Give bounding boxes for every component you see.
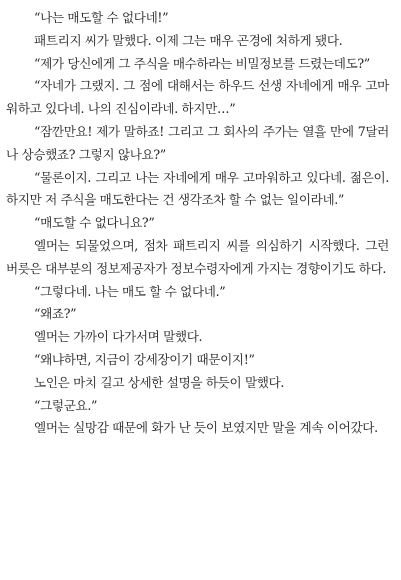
paragraph-10: “왜죠?” [34, 306, 77, 322]
paragraph-14: “그렇군요.” [34, 397, 98, 413]
paragraph-1: “나는 매도할 수 없다네!” [34, 10, 169, 25]
paragraph-9: “그렇다네. 나는 매도 할 수 없다네.” [34, 283, 226, 299]
paragraph-7: “매도할 수 없다니요?” [34, 215, 155, 231]
paragraph-4: “자네가 그랬지. 그 점에 대해서는 하우드 선생 자네에게 매우 고마워하고 있다네. 나의 진심이라네. 하지만…” [6, 78, 389, 117]
paragraph-6: “물론이지. 그리고 나는 자네에게 매우 고마워하고 있다네. 젊은이. 하지만 저 주식을 매도한다는 건 생각조차 할 수 없는 일이라네.” [6, 169, 389, 208]
paragraph-8: 엘머는 되물었으며, 점차 패트리지 씨를 의심하기 시작했다. 그런 버릇은 대부분의 정보제공자가 정보수령자에게 가지는 경향이기도 하다. [6, 237, 389, 276]
paragraph-5: “잠깐만요! 제가 말하죠! 그리고 그 회사의 주가는 열흘 만에 7달러나 상승했죠? 그렇지 않나요?” [6, 123, 389, 162]
paragraph-3: “제가 당신에게 그 주식을 매수하라는 비밀정보를 드렸는데도?” [34, 55, 370, 71]
paragraph-11: 엘머는 가까이 다가서며 말했다. [34, 329, 203, 345]
paragraph-13: 노인은 마치 길고 상세한 설명을 하듯이 말했다. [34, 374, 285, 390]
paragraph-2: 패트리지 씨가 말했다. 이제 그는 매우 곤경에 처하게 됐다. [34, 32, 343, 48]
paragraph-12: “왜냐하면, 지금이 강세장이기 때문이지!” [34, 351, 255, 367]
paragraph-15: 엘머는 실망감 때문에 화가 난 듯이 보였지만 말을 계속 이어갔다. [34, 420, 378, 436]
